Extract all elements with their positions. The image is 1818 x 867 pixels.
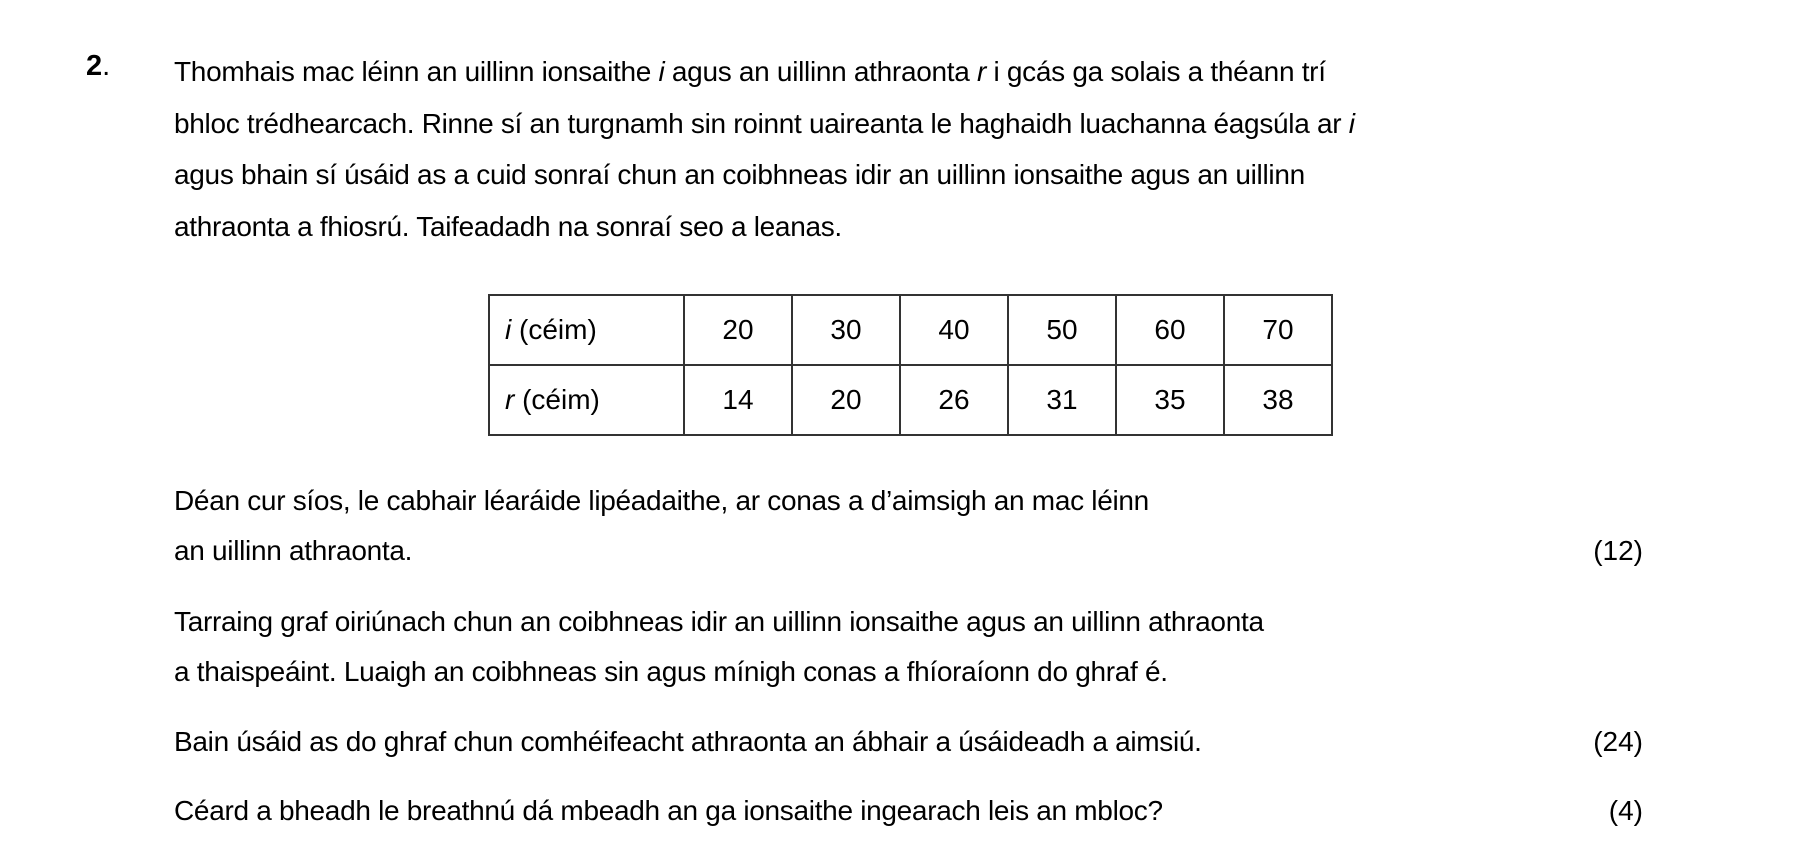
row-variable: r <box>505 384 515 415</box>
part-d-text <box>174 786 1163 836</box>
question-number-value: 2 <box>86 50 103 82</box>
part-b-text <box>174 597 1264 697</box>
part-a-line-1: Déan cur síos, le cabhair léaráide lipéadaithe, ar conas a d’aimsigh an mac léinn <box>174 485 1149 516</box>
part-c-marks: (24) <box>1593 726 1643 757</box>
intro-line-3 <box>174 149 1654 201</box>
row-header <box>489 365 684 435</box>
table-cell: 60 <box>1116 295 1224 365</box>
intro-text: agus an uillinn athraonta <box>664 56 977 87</box>
part-b-line-2: a thaispeáint. Luaigh an coibhneas sin agus mínigh conas a fhíoraíonn do ghraf é. <box>174 656 1168 687</box>
table-cell: 70 <box>1224 295 1332 365</box>
intro-text: agus bhain sí úsáid as a cuid sonraí chun an coibhneas idir an uillinn ionsaithe agus an uillinn <box>174 159 1305 190</box>
table-cell: 31 <box>1008 365 1116 435</box>
part-d-line-1: Céard a bheadh le breathnú dá mbeadh an ga ionsaithe ingearach leis an mbloc? <box>174 795 1163 826</box>
row-variable: i <box>505 314 512 345</box>
intro-text: Thomhais mac léinn an uillinn ionsaithe <box>174 56 659 87</box>
intro-line-1 <box>174 46 1654 98</box>
table-cell: 38 <box>1224 365 1332 435</box>
row-header <box>489 295 684 365</box>
part-b-line-1: Tarraing graf oiriúnach chun an coibhneas idir an uillinn ionsaithe agus an uillinn athraonta <box>174 606 1264 637</box>
table-cell: 40 <box>900 295 1008 365</box>
refraction-angle-symbol: r <box>977 56 987 87</box>
part-c-line-1: Bain úsáid as do ghraf chun comhéifeacht athraonta an ábhair a úsáideadh a aimsiú. <box>174 726 1202 757</box>
data-table <box>488 294 1333 436</box>
question-number <box>86 46 110 86</box>
incidence-angle-symbol: i <box>1348 107 1355 139</box>
table-row-incidence <box>489 295 1332 365</box>
question-number-suffix: . <box>102 50 111 82</box>
table-cell: 20 <box>684 295 792 365</box>
intro-text: bhloc trédhearcach. Rinne sí an turgnamh sin roinnt uaireanta le haghaidh luachanna éagsúla ar <box>174 107 1349 139</box>
part-d-marks: (4) <box>1608 795 1643 826</box>
table-cell: 50 <box>1008 295 1116 365</box>
row-unit: (céim) <box>511 314 597 345</box>
table-cell: 14 <box>684 365 792 435</box>
row-unit: (céim) <box>514 384 600 415</box>
incidence-angle-symbol: i <box>658 56 665 87</box>
table-cell: 20 <box>792 365 900 435</box>
intro-line-2 <box>174 98 1654 150</box>
intro-line-4 <box>174 201 1654 253</box>
part-a-text <box>174 476 1149 576</box>
part-c-text <box>174 717 1202 767</box>
table-cell: 30 <box>792 295 900 365</box>
part-a-line-2: an uillinn athraonta. <box>174 535 413 566</box>
table-row-refraction <box>489 365 1332 435</box>
part-a-marks: (12) <box>1593 535 1643 566</box>
intro-text: i gcás ga solais a théann trí <box>986 56 1326 87</box>
question-intro <box>174 46 1654 252</box>
table-cell: 26 <box>900 365 1008 435</box>
table-cell: 35 <box>1116 365 1224 435</box>
intro-text: athraonta a fhiosrú. Taifeadadh na sonraí seo a leanas. <box>174 210 842 242</box>
